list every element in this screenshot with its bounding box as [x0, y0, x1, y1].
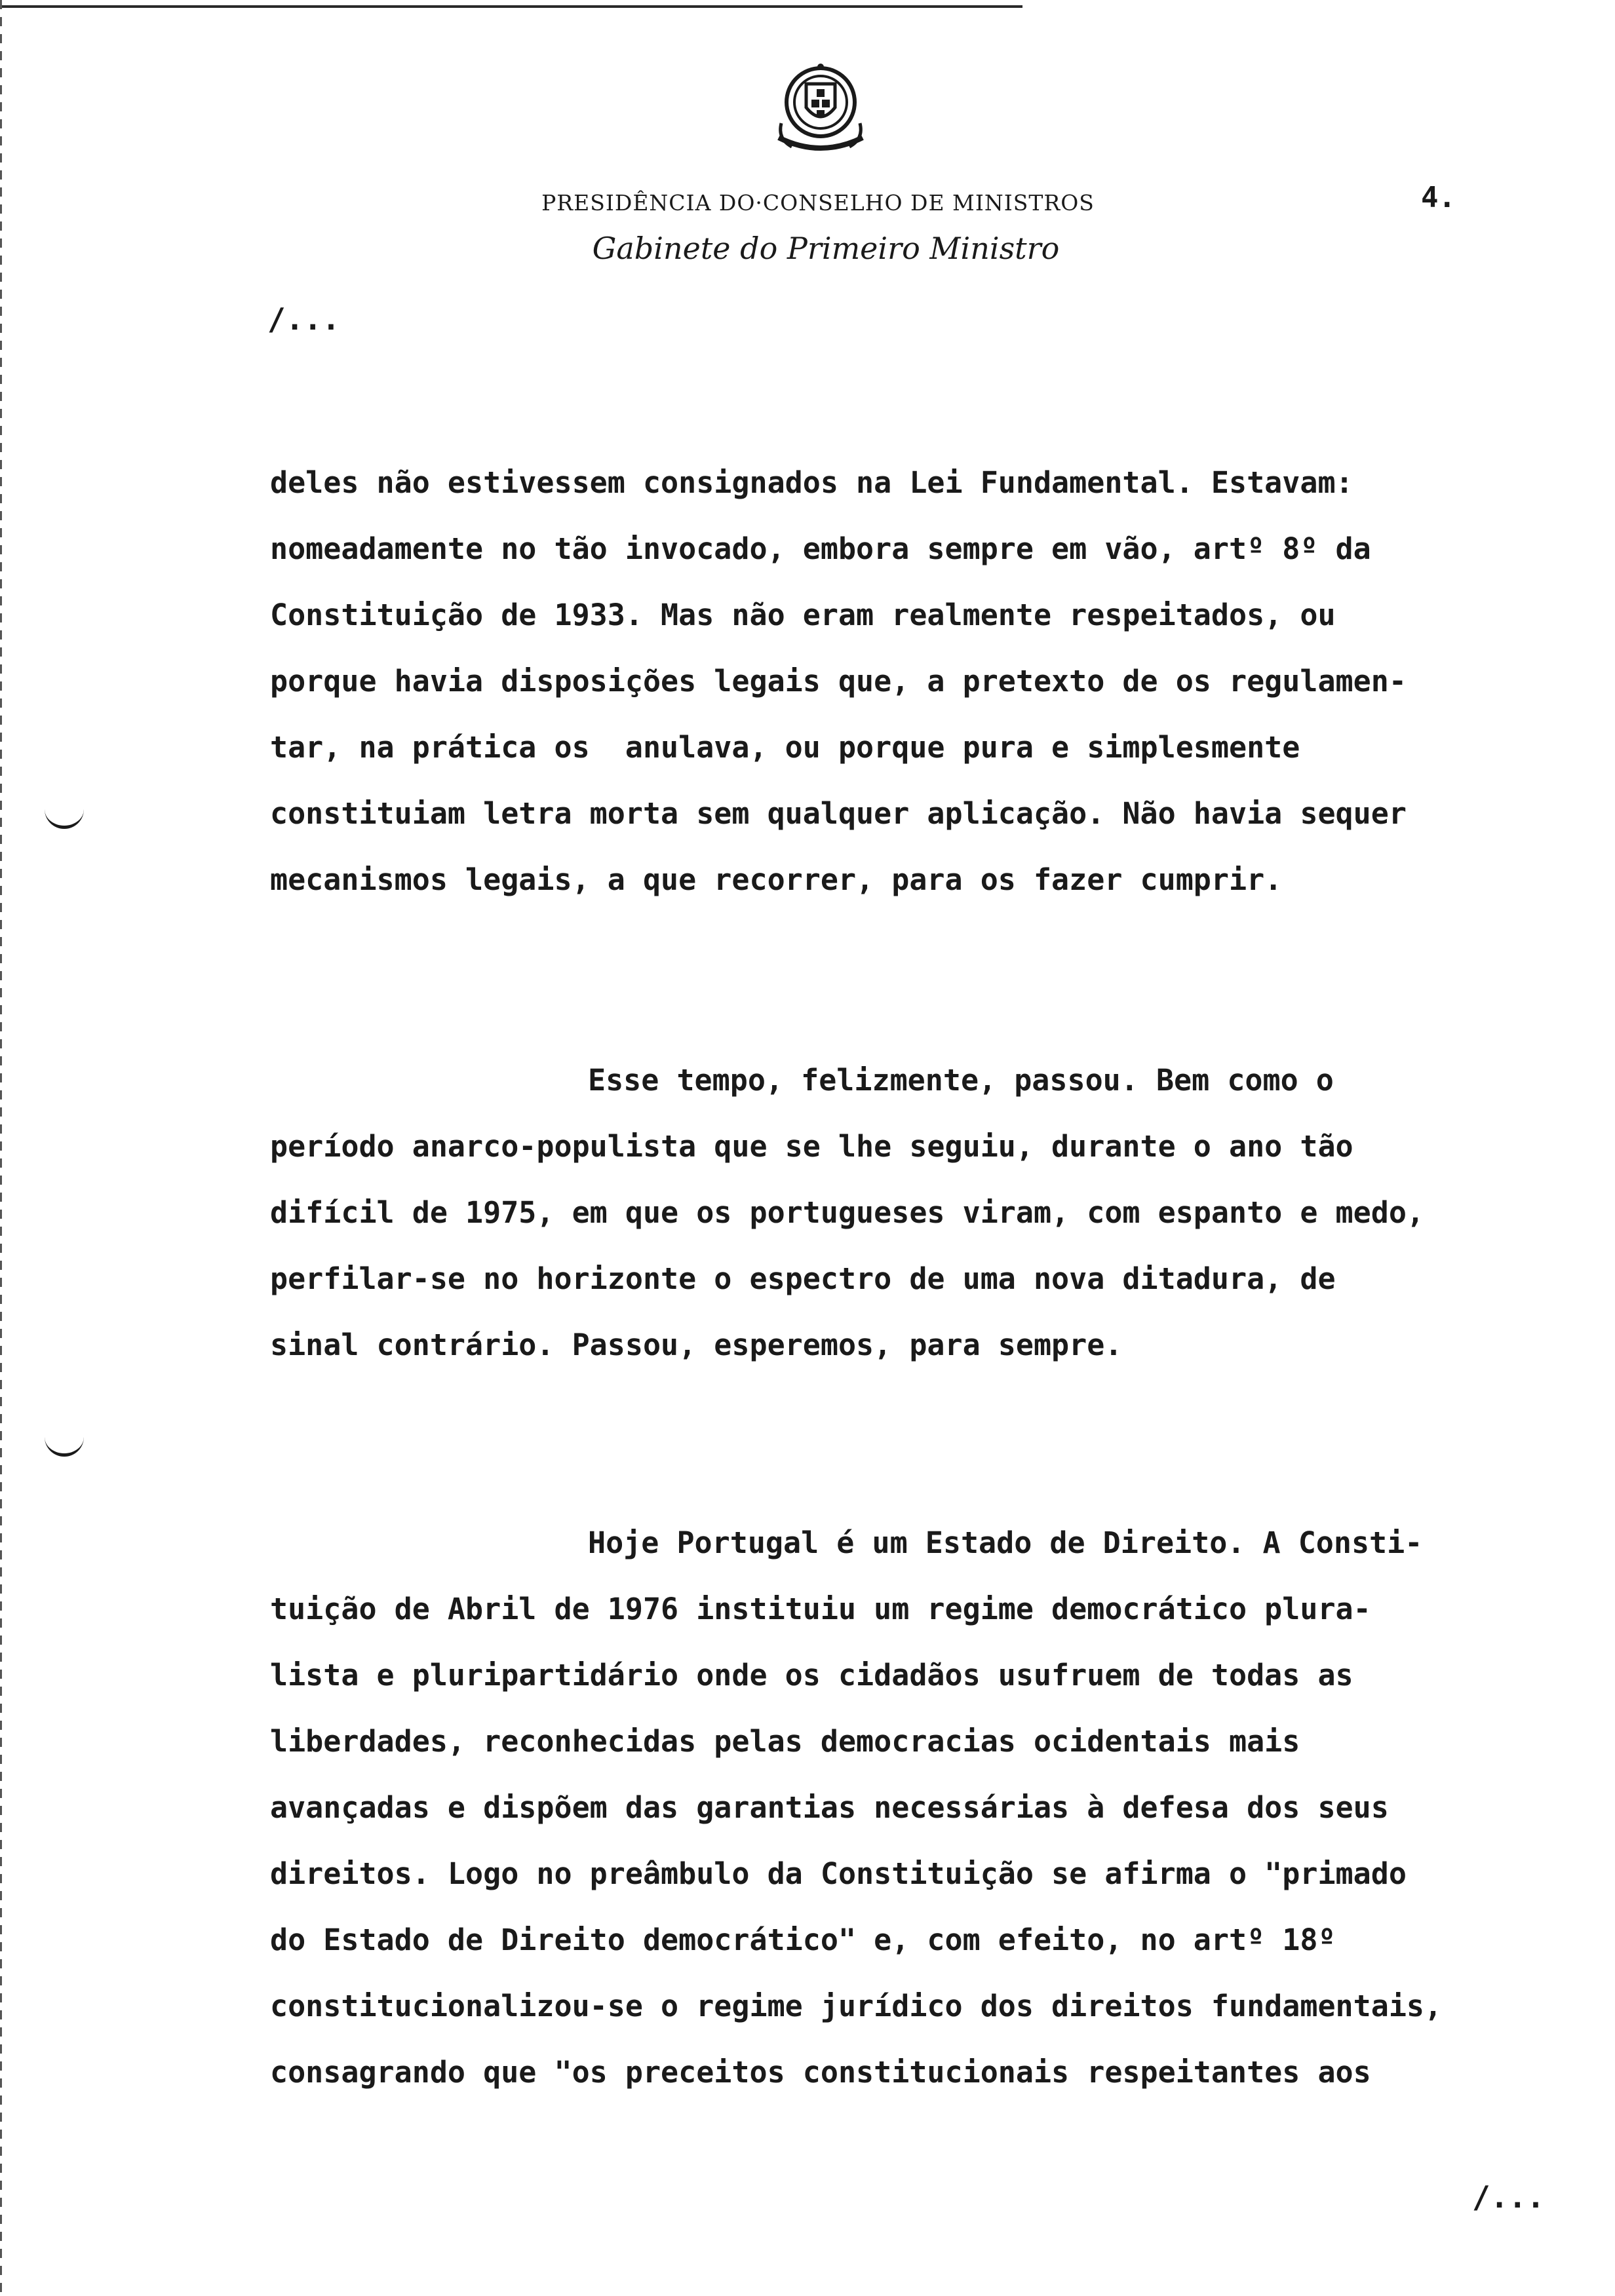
text-line: Hoje Portugal é um Estado de Direito. A Consti-: [588, 1525, 1423, 1560]
letterhead-subtitle: Gabinete do Primeiro Ministro: [592, 231, 1060, 266]
text-line: constitucionalizou-se o regime jurídico dos direitos fundamentais,: [270, 1989, 1443, 2023]
text-line: consagrando que "os preceitos constitucionais respeitantes aos: [270, 2055, 1371, 2090]
paragraph: [270, 1047, 1568, 1378]
text-line: lista e pluripartidário onde os cidadãos usufruem de todas as: [270, 1658, 1353, 1693]
top-rule: [0, 5, 1022, 8]
text-line: mecanismos legais, a que recorrer, para os fazer cumprir.: [270, 862, 1283, 897]
left-binding-edge: [0, 0, 2, 2296]
page-number: 4.: [1421, 181, 1456, 214]
text-line: perfilar-se no horizonte o espectro de uma nova ditadura, de: [270, 1261, 1336, 1296]
text-line: deles não estivessem consignados na Lei Fundamental. Estavam:: [270, 465, 1353, 500]
paragraph: [270, 450, 1568, 913]
text-line: porque havia disposições legais que, a pretexto de os regulamen-: [270, 664, 1407, 698]
text-line: liberdades, reconhecidas pelas democracias ocidentais mais: [270, 1724, 1300, 1759]
letterhead-title: PRESIDÊNCIA DO·CONSELHO DE MINISTROS: [541, 190, 1095, 216]
text-line: nomeadamente no tão invocado, embora sempre em vão, artº 8º da: [270, 531, 1371, 566]
text-line: Constituição de 1933. Mas não eram realmente respeitados, ou: [270, 598, 1336, 632]
text-line: tuição de Abril de 1976 instituiu um regime democrático plura-: [270, 1592, 1371, 1626]
text-line: tar, na prática os anulava, ou porque pura e simplesmente: [270, 730, 1300, 765]
paragraph: [270, 1510, 1568, 2105]
text-line: difícil de 1975, em que os portugueses viram, com espanto e medo,: [270, 1195, 1424, 1230]
text-line: período anarco-populista que se lhe seguiu, durante o ano tão: [270, 1129, 1353, 1164]
margin-punch-mark: [45, 807, 84, 829]
coat-of-arms-icon: [766, 60, 876, 170]
text-line: Esse tempo, felizmente, passou. Bem como o: [588, 1063, 1334, 1098]
continuation-mark-top: /...: [267, 301, 340, 337]
text-line: direitos. Logo no preâmbulo da Constituição se afirma o "primado: [270, 1856, 1407, 1891]
margin-punch-mark: [45, 1435, 84, 1457]
continuation-mark-bottom: /...: [1472, 2179, 1545, 2215]
text-line: do Estado de Direito democrático" e, com efeito, no artº 18º: [270, 1923, 1336, 1957]
text-line: avançadas e dispõem das garantias necessárias à defesa dos seus: [270, 1790, 1389, 1825]
text-line: constituiam letra morta sem qualquer aplicação. Não havia sequer: [270, 796, 1407, 831]
text-line: sinal contrário. Passou, esperemos, para sempre.: [270, 1328, 1123, 1362]
